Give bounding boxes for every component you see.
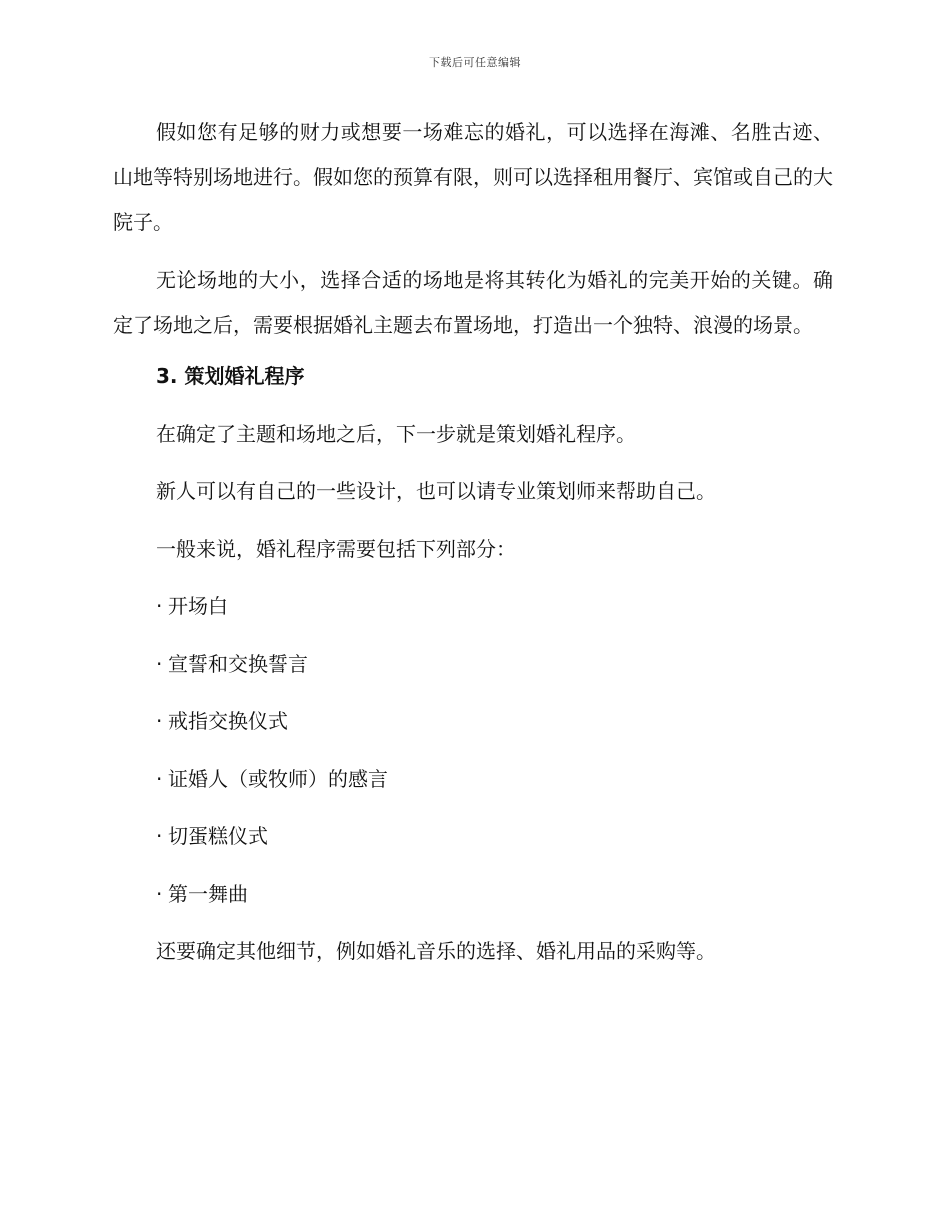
- list-item-text: 宣誓和交换誓言: [168, 651, 308, 676]
- list-item: [113, 764, 833, 822]
- bullet-icon: ·: [156, 766, 163, 791]
- bullet-icon: ·: [156, 709, 163, 733]
- bullet-icon: ·: [156, 594, 163, 618]
- list-item: [113, 879, 833, 937]
- list-item-text: 开场白: [168, 594, 228, 618]
- list-item: [113, 821, 833, 879]
- list-item-text: 第一舞曲: [168, 881, 248, 906]
- list-item: [113, 706, 833, 764]
- list-item: [113, 649, 833, 707]
- list-item-text: 戒指交换仪式: [168, 709, 288, 733]
- document-body: [113, 110, 833, 994]
- text-line: 在确定了主题和场地之后，下一步就是策划婚礼程序。: [156, 421, 636, 446]
- paragraph-venue-importance: 无论场地的大小，选择合适的场地是将其转化为婚礼的完美开始的关键。确定了场地之后，需要根据婚礼主题去布置场地，打造出一个独特、浪漫的场景。: [113, 268, 833, 337]
- list-item-text: 切蛋糕仪式: [168, 824, 268, 848]
- list-item: [113, 591, 833, 649]
- paragraph-venue-options: 假如您有足够的财力或想要一场难忘的婚礼，可以选择在海滩、名胜古迹、山地等特别场地进行。假如您的预算有限，则可以选择租用餐厅、宾馆或自己的大院子。: [113, 120, 833, 234]
- text-line: 一般来说，婚礼程序需要包括下列部分：: [156, 536, 516, 561]
- page-header: 下载后可任意编辑: [429, 56, 521, 69]
- closing-line: 还要确定其他细节，例如婚礼音乐的选择、婚礼用品的采购等。: [156, 939, 716, 963]
- section-heading: 3. 策划婚礼程序: [156, 364, 305, 388]
- bullet-icon: ·: [156, 651, 163, 676]
- text-line: 新人可以有自己的一些设计，也可以请专业策划师来帮助自己。: [156, 479, 716, 503]
- list-item-text: 证婚人（或牧师）的感言: [168, 766, 388, 791]
- bullet-icon: ·: [156, 881, 163, 906]
- bullet-icon: ·: [156, 824, 163, 848]
